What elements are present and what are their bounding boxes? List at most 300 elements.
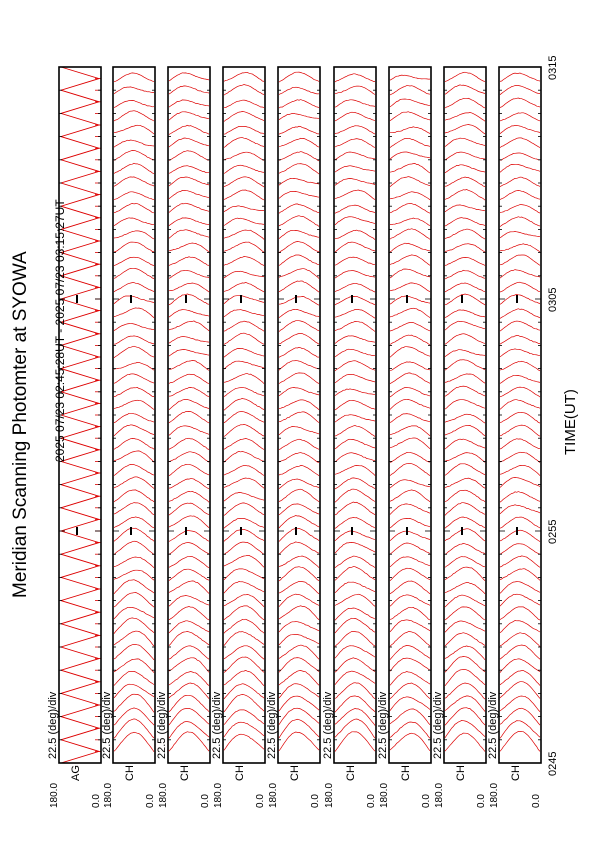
scan-trace bbox=[500, 113, 540, 121]
scan-trace bbox=[114, 477, 154, 489]
scan-trace bbox=[390, 388, 430, 397]
scan-trace bbox=[224, 425, 264, 437]
scan-trace bbox=[445, 294, 485, 305]
scan-trace bbox=[500, 413, 540, 423]
scan-trace bbox=[169, 73, 209, 81]
scan-trace bbox=[445, 113, 485, 122]
scan-trace bbox=[224, 177, 264, 187]
scan-trace bbox=[224, 582, 264, 594]
scan-trace bbox=[445, 138, 485, 147]
scan-trace bbox=[114, 268, 154, 278]
scan-trace bbox=[335, 646, 375, 659]
scan-trace bbox=[335, 709, 375, 726]
scan-trace bbox=[114, 362, 154, 370]
scan-trace bbox=[169, 218, 209, 226]
scan-trace bbox=[390, 362, 430, 370]
scan-trace bbox=[390, 452, 430, 462]
scale-label: 22.5 (deg)/div bbox=[101, 691, 113, 759]
scan-trace bbox=[224, 152, 264, 160]
scan-trace bbox=[279, 622, 319, 632]
scan-trace bbox=[114, 570, 154, 580]
scan-trace bbox=[224, 72, 264, 81]
x-tick-label: 0315 bbox=[547, 55, 559, 80]
scan-trace bbox=[390, 733, 430, 751]
scan-trace bbox=[500, 138, 540, 148]
scan-trace bbox=[390, 645, 430, 659]
scan-trace bbox=[445, 310, 485, 318]
scan-trace bbox=[279, 594, 319, 607]
scan-trace bbox=[114, 541, 154, 555]
scan-trace bbox=[390, 568, 430, 581]
scan-trace bbox=[224, 257, 264, 266]
scan-trace bbox=[500, 232, 540, 238]
scan-trace bbox=[279, 230, 319, 238]
scan-trace bbox=[169, 452, 209, 462]
scan-trace bbox=[335, 465, 375, 475]
y-tick-min: 0.0 bbox=[310, 794, 321, 808]
x-tick-label: 0245 bbox=[547, 751, 559, 776]
scan-trace bbox=[279, 191, 319, 198]
scan-trace bbox=[114, 125, 154, 134]
scan-trace bbox=[169, 294, 209, 305]
scan-trace bbox=[390, 177, 430, 187]
scan-trace bbox=[500, 98, 540, 108]
scan-trace bbox=[390, 581, 430, 594]
scan-trace bbox=[335, 696, 375, 712]
scan-trace bbox=[335, 190, 375, 200]
scan-trace bbox=[169, 557, 209, 568]
x-tick-label: 0255 bbox=[547, 519, 559, 544]
scan-trace bbox=[114, 163, 154, 173]
y-tick-max: 180.0 bbox=[379, 782, 390, 808]
scan-trace bbox=[224, 165, 264, 173]
scan-trace bbox=[500, 731, 540, 751]
scan-trace bbox=[335, 271, 375, 279]
scan-trace bbox=[224, 230, 264, 239]
scan-trace bbox=[445, 646, 485, 660]
y-tick-min: 0.0 bbox=[531, 794, 542, 808]
scan-trace bbox=[390, 438, 430, 449]
scan-trace bbox=[224, 734, 264, 750]
scan-trace bbox=[224, 518, 264, 528]
scan-trace bbox=[445, 503, 485, 516]
scan-trace bbox=[445, 425, 485, 435]
scan-trace bbox=[390, 86, 430, 95]
scan-trace bbox=[500, 164, 540, 172]
scan-trace bbox=[114, 308, 154, 318]
scan-trace bbox=[500, 336, 540, 345]
scan-trace bbox=[445, 205, 485, 212]
scan-trace bbox=[169, 479, 209, 489]
scan-trace bbox=[169, 503, 209, 515]
scan-trace bbox=[390, 543, 430, 554]
scan-trace bbox=[335, 658, 375, 673]
scan-trace bbox=[279, 347, 319, 357]
scan-trace bbox=[500, 645, 540, 659]
y-tick-max: 180.0 bbox=[103, 782, 114, 808]
scan-trace bbox=[114, 425, 154, 436]
scan-trace bbox=[169, 190, 209, 198]
scan-trace bbox=[390, 518, 430, 528]
scan-trace bbox=[169, 230, 209, 239]
scan-trace bbox=[114, 231, 154, 239]
scan-trace bbox=[224, 684, 264, 699]
scan-trace bbox=[169, 464, 209, 475]
scan-trace bbox=[390, 283, 430, 292]
scan-trace bbox=[390, 480, 430, 488]
panel-3 bbox=[168, 67, 210, 763]
y-tick-max: 180.0 bbox=[324, 782, 335, 808]
scan-trace bbox=[169, 531, 209, 542]
scan-trace bbox=[445, 464, 485, 476]
scan-trace bbox=[335, 389, 375, 396]
scan-trace bbox=[390, 595, 430, 607]
scan-trace bbox=[500, 633, 540, 647]
scan-trace bbox=[445, 244, 485, 252]
scan-trace bbox=[169, 360, 209, 370]
scan-trace bbox=[500, 439, 540, 449]
scan-trace bbox=[224, 271, 264, 278]
scan-trace bbox=[224, 412, 264, 423]
scan-trace bbox=[279, 719, 319, 738]
scan-trace bbox=[445, 708, 485, 726]
panel-9 bbox=[499, 67, 541, 763]
scan-trace bbox=[390, 607, 430, 620]
panel-6 bbox=[334, 67, 376, 763]
scan-trace bbox=[500, 86, 540, 95]
scale-label: 22.5 (deg)/div bbox=[47, 691, 59, 759]
scan-trace bbox=[224, 296, 264, 304]
scan-trace bbox=[224, 112, 264, 122]
scan-trace bbox=[390, 531, 430, 541]
scan-trace bbox=[279, 567, 319, 581]
scan-trace bbox=[114, 296, 154, 304]
scan-trace bbox=[390, 255, 430, 266]
scan-trace bbox=[224, 126, 264, 134]
scan-trace bbox=[445, 400, 485, 409]
scan-trace bbox=[335, 336, 375, 344]
scan-trace bbox=[114, 203, 154, 212]
scan-trace bbox=[114, 517, 154, 528]
scan-trace bbox=[390, 308, 430, 317]
scan-trace bbox=[390, 323, 430, 332]
scale-label: 22.5 (deg)/div bbox=[432, 691, 444, 759]
scan-trace bbox=[169, 516, 209, 528]
scan-trace bbox=[335, 683, 375, 699]
scan-trace bbox=[500, 270, 540, 279]
scan-trace bbox=[169, 283, 209, 292]
scan-trace bbox=[224, 657, 264, 673]
scan-trace bbox=[114, 374, 154, 384]
scan-trace bbox=[114, 732, 154, 752]
scan-trace bbox=[169, 337, 209, 344]
scan-trace bbox=[445, 229, 485, 239]
scan-trace bbox=[335, 439, 375, 449]
scan-trace bbox=[279, 321, 319, 332]
scan-trace bbox=[500, 582, 540, 594]
scan-trace bbox=[390, 557, 430, 567]
scan-trace bbox=[114, 490, 154, 502]
scan-trace bbox=[169, 125, 209, 134]
scan-trace bbox=[279, 204, 319, 213]
scan-trace bbox=[390, 709, 430, 725]
scan-trace bbox=[335, 349, 375, 357]
scan-trace bbox=[335, 567, 375, 581]
scan-trace bbox=[445, 386, 485, 396]
scan-trace bbox=[114, 464, 154, 475]
channel-label: CH bbox=[455, 765, 467, 781]
scan-trace bbox=[169, 350, 209, 357]
y-tick-max: 180.0 bbox=[268, 782, 279, 808]
scan-trace bbox=[390, 192, 430, 200]
scan-trace bbox=[279, 400, 319, 410]
scan-trace bbox=[390, 152, 430, 159]
scan-trace bbox=[335, 415, 375, 422]
y-tick-min: 0.0 bbox=[421, 794, 432, 808]
scan-trace bbox=[335, 242, 375, 252]
scan-trace bbox=[279, 152, 319, 161]
scan-trace bbox=[500, 544, 540, 555]
scan-trace bbox=[114, 607, 154, 619]
scan-trace bbox=[500, 321, 540, 331]
scan-trace bbox=[335, 361, 375, 371]
scan-trace bbox=[114, 73, 154, 82]
x-tick-label: 0305 bbox=[547, 287, 559, 312]
scan-trace bbox=[445, 567, 485, 581]
scan-trace bbox=[500, 73, 540, 81]
scan-trace bbox=[224, 398, 264, 410]
scan-trace bbox=[390, 347, 430, 358]
scan-trace bbox=[224, 282, 264, 292]
scan-trace bbox=[114, 140, 154, 147]
scan-trace bbox=[224, 387, 264, 396]
chart-title: Meridian Scanning Photomter at SYOWA bbox=[10, 251, 31, 598]
scan-trace bbox=[169, 595, 209, 606]
scan-trace bbox=[169, 400, 209, 410]
scan-trace bbox=[335, 542, 375, 553]
scan-trace bbox=[169, 438, 209, 449]
scan-trace bbox=[390, 164, 430, 174]
scan-trace bbox=[114, 694, 154, 712]
chart-subtitle: 2025 07/23 02:45:28UT - 2025 07/23 03:15:27UT bbox=[53, 199, 67, 462]
y-tick-max: 180.0 bbox=[434, 782, 445, 808]
channel-label: CH bbox=[345, 765, 357, 781]
scan-trace bbox=[114, 528, 154, 541]
scan-trace bbox=[224, 100, 264, 108]
scan-trace bbox=[169, 708, 209, 725]
scan-trace bbox=[335, 296, 375, 305]
channel-label: CH bbox=[179, 765, 191, 781]
scan-trace bbox=[224, 529, 264, 541]
scan-trace bbox=[445, 374, 485, 383]
scan-trace bbox=[335, 531, 375, 541]
scan-trace bbox=[279, 542, 319, 554]
scan-trace bbox=[390, 243, 430, 252]
scan-trace bbox=[390, 463, 430, 475]
scan-trace bbox=[445, 125, 485, 134]
scan-trace bbox=[224, 206, 264, 212]
scan-trace bbox=[114, 150, 154, 160]
scan-trace bbox=[500, 205, 540, 213]
scan-trace bbox=[500, 671, 540, 686]
panel-4 bbox=[223, 67, 265, 763]
scan-trace bbox=[500, 659, 540, 673]
scan-trace bbox=[500, 177, 540, 187]
scan-trace bbox=[335, 321, 375, 331]
scan-trace bbox=[335, 126, 375, 134]
scan-trace bbox=[445, 595, 485, 607]
scan-trace bbox=[279, 216, 319, 227]
scan-trace bbox=[500, 594, 540, 606]
scan-trace bbox=[500, 309, 540, 319]
scan-trace bbox=[500, 255, 540, 265]
scan-trace bbox=[224, 138, 264, 148]
scan-trace bbox=[445, 270, 485, 279]
scan-trace bbox=[445, 720, 485, 737]
scan-trace bbox=[335, 632, 375, 647]
scan-trace bbox=[335, 732, 375, 752]
scan-trace bbox=[335, 217, 375, 225]
scan-trace bbox=[500, 621, 540, 633]
scan-trace bbox=[114, 257, 154, 266]
scan-trace bbox=[169, 112, 209, 120]
channel-label: CH bbox=[289, 765, 301, 781]
scan-trace bbox=[390, 490, 430, 502]
scan-trace bbox=[224, 619, 264, 633]
scan-trace bbox=[169, 100, 209, 107]
scan-trace bbox=[279, 671, 319, 686]
scan-trace bbox=[279, 388, 319, 396]
scan-trace bbox=[335, 453, 375, 462]
scan-trace bbox=[445, 98, 485, 108]
scan-trace bbox=[500, 349, 540, 357]
scan-trace bbox=[169, 695, 209, 712]
scan-trace bbox=[445, 85, 485, 94]
panel-frame bbox=[113, 67, 155, 763]
scan-trace bbox=[500, 556, 540, 568]
scan-trace bbox=[169, 321, 209, 331]
scale-label: 22.5 (deg)/div bbox=[211, 691, 223, 759]
scan-trace bbox=[114, 708, 154, 725]
scan-trace bbox=[279, 453, 319, 463]
x-axis-label: TIME(UT) bbox=[562, 389, 579, 455]
scan-trace bbox=[279, 732, 319, 751]
scan-trace bbox=[335, 594, 375, 606]
scan-trace bbox=[279, 634, 319, 645]
scan-trace bbox=[335, 112, 375, 121]
scan-trace bbox=[445, 543, 485, 554]
scale-label: 22.5 (deg)/div bbox=[377, 691, 389, 759]
scan-trace bbox=[335, 374, 375, 383]
scan-trace bbox=[114, 283, 154, 292]
panel-8 bbox=[444, 67, 486, 763]
scan-trace bbox=[224, 348, 264, 357]
scan-trace bbox=[445, 350, 485, 357]
scan-trace bbox=[279, 113, 319, 119]
scan-trace bbox=[169, 607, 209, 620]
scan-trace bbox=[500, 282, 540, 292]
scan-trace bbox=[390, 75, 430, 80]
scan-trace bbox=[279, 556, 319, 568]
scan-trace bbox=[335, 74, 375, 82]
scan-trace bbox=[335, 284, 375, 292]
scale-label: 22.5 (deg)/div bbox=[156, 691, 168, 759]
scan-trace bbox=[224, 85, 264, 96]
scan-trace bbox=[279, 426, 319, 435]
scan-trace bbox=[169, 426, 209, 436]
scan-trace bbox=[114, 631, 154, 646]
scan-trace bbox=[279, 516, 319, 529]
scan-trace bbox=[114, 336, 154, 344]
scan-trace bbox=[445, 439, 485, 449]
scan-trace bbox=[169, 581, 209, 594]
scan-trace bbox=[114, 387, 154, 396]
panel-2 bbox=[113, 67, 155, 763]
scan-trace bbox=[390, 112, 430, 121]
scan-trace bbox=[500, 569, 540, 581]
scan-trace bbox=[169, 387, 209, 396]
scan-trace bbox=[279, 684, 319, 698]
scan-trace bbox=[224, 333, 264, 344]
scan-trace bbox=[224, 492, 264, 501]
scan-trace bbox=[445, 529, 485, 541]
scan-trace bbox=[114, 671, 154, 685]
scan-trace bbox=[445, 414, 485, 423]
scan-trace bbox=[390, 373, 430, 384]
scan-trace bbox=[279, 466, 319, 476]
scan-trace bbox=[500, 492, 540, 503]
scale-label: 22.5 (deg)/div bbox=[266, 691, 278, 759]
scan-trace bbox=[114, 346, 154, 358]
scan-trace bbox=[335, 309, 375, 318]
scan-trace bbox=[224, 595, 264, 607]
panel-5 bbox=[278, 67, 320, 763]
scan-trace bbox=[114, 719, 154, 738]
scan-trace bbox=[279, 72, 319, 82]
y-tick-min: 0.0 bbox=[200, 794, 211, 808]
scan-trace bbox=[390, 400, 430, 410]
scan-trace bbox=[445, 557, 485, 568]
scan-trace bbox=[335, 502, 375, 515]
scan-trace bbox=[445, 218, 485, 227]
scan-trace bbox=[114, 503, 154, 515]
scan-trace bbox=[390, 697, 430, 711]
scan-trace bbox=[279, 126, 319, 134]
scan-trace bbox=[390, 658, 430, 671]
scan-trace bbox=[445, 334, 485, 345]
scan-trace bbox=[279, 581, 319, 594]
scan-trace bbox=[224, 542, 264, 555]
channel-label: CH bbox=[234, 765, 246, 781]
scan-trace bbox=[114, 413, 154, 423]
panel-frame bbox=[444, 67, 486, 763]
scan-trace bbox=[500, 478, 540, 488]
panel-frame bbox=[499, 67, 541, 763]
scan-trace bbox=[335, 582, 375, 593]
scan-trace bbox=[500, 530, 540, 541]
scan-trace bbox=[279, 269, 319, 279]
scan-trace bbox=[279, 528, 319, 541]
scan-trace bbox=[169, 621, 209, 633]
scan-trace bbox=[390, 127, 430, 134]
scan-trace bbox=[279, 708, 319, 725]
scan-trace bbox=[279, 489, 319, 502]
scan-trace bbox=[500, 452, 540, 462]
scan-trace bbox=[500, 244, 540, 252]
scan-trace bbox=[390, 414, 430, 423]
scan-trace bbox=[500, 696, 540, 712]
scan-trace bbox=[500, 387, 540, 397]
